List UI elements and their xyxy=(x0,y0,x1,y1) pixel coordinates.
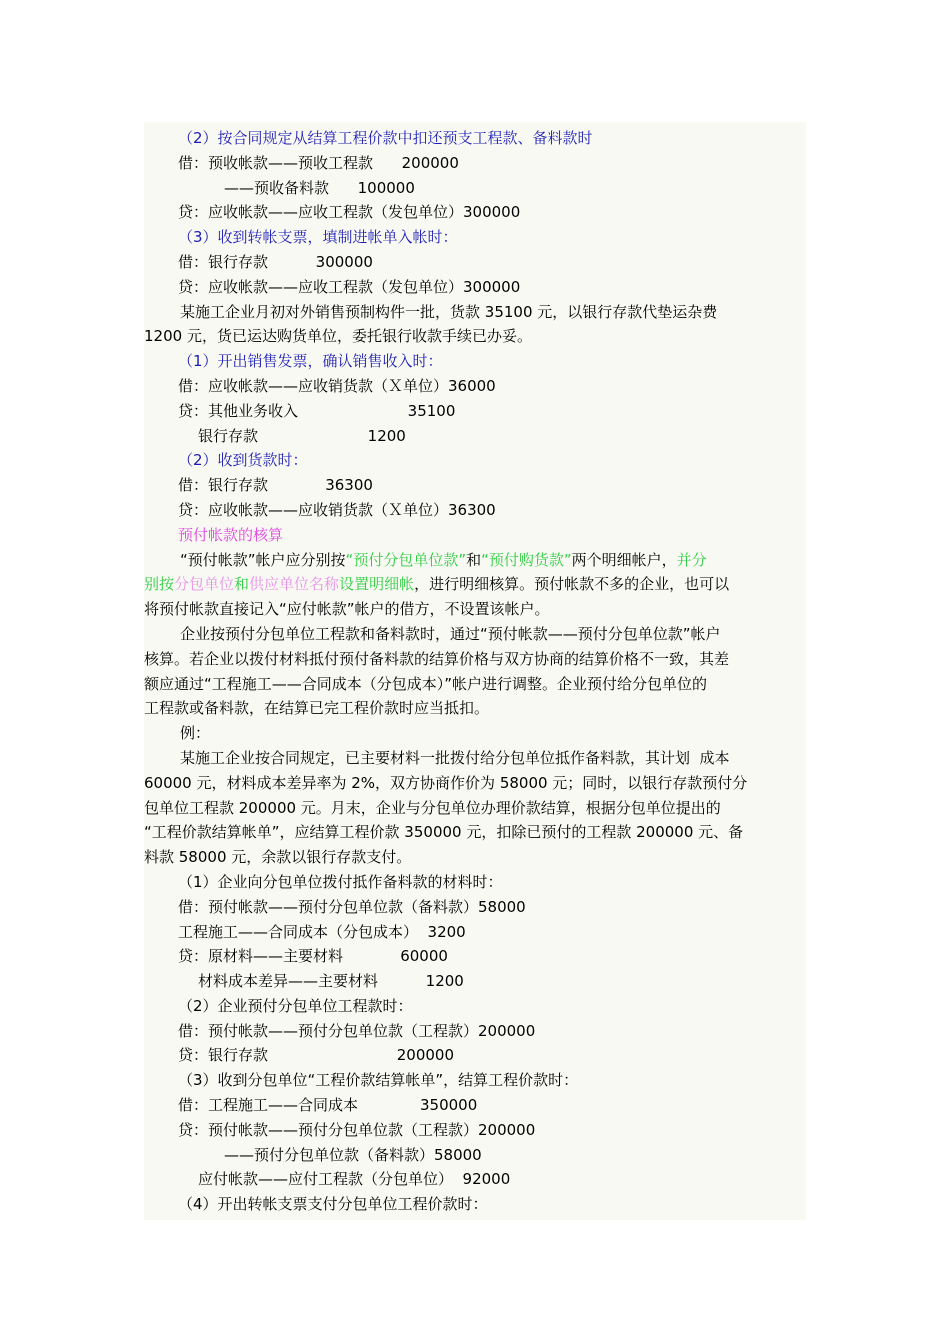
paragraph-line xyxy=(144,548,806,573)
step-heading: （2）按合同规定从结算工程价款中扣还预支工程款、备料款时 xyxy=(178,129,593,147)
paragraph-line: 某施工企业月初对外销售预制构件一批，货款 35100 元，以银行存款代垫运杂费 xyxy=(180,302,718,321)
journal-entry-line: 借：银行存款 36300 xyxy=(178,476,373,495)
journal-entry-line: 借：工程施工——合同成本 350000 xyxy=(178,1096,478,1115)
highlighted-term: 设置明细帐 xyxy=(339,575,415,594)
journal-entry-line: 贷：原材料——主要材料 60000 xyxy=(178,947,448,966)
paragraph-line: 企业按预付分包单位工程款和备料款时，通过“预付帐款——预付分包单位款”帐户 xyxy=(180,624,721,643)
highlighted-term: 别按 xyxy=(144,575,175,594)
journal-entry-line: 贷：银行存款 200000 xyxy=(178,1046,454,1065)
step-heading: （2）企业预付分包单位工程款时： xyxy=(178,996,413,1015)
highlighted-term: “预付分包单位款” xyxy=(345,550,467,569)
step-heading: （2）收到货款时： xyxy=(178,451,308,470)
journal-entry-line: 应付帐款——应付工程款（分包单位） 92000 xyxy=(198,1170,511,1189)
highlighted-term: 分包单位 xyxy=(174,575,235,594)
journal-entry-line: 材料成本差异——主要材料 1200 xyxy=(198,972,464,991)
journal-entry-line: 借：应收帐款——应收销货款（Ｘ单位）36000 xyxy=(178,376,496,395)
paragraph-line xyxy=(144,572,806,597)
text-run: 两个明细帐户， xyxy=(571,550,677,569)
paragraph-line: 1200 元，货已运达购货单位，委托银行收款手续已办妥。 xyxy=(144,327,532,346)
journal-entry-line: 贷：其他业务收入 35100 xyxy=(178,401,456,420)
highlighted-term: 并分 xyxy=(676,550,707,569)
journal-entry-line: 借：预付帐款——预付分包单位款（备料款）58000 xyxy=(178,897,526,916)
paragraph-line: 额应通过“工程施工——合同成本（分包成本）”帐户进行调整。企业预付给分包单位的 xyxy=(144,674,708,693)
highlighted-term: 和 xyxy=(234,575,250,594)
step-heading: （4）开出转帐支票支付分包单位工程价款时： xyxy=(178,1195,488,1214)
journal-entry-line: 借：预收帐款——预收工程款 200000 xyxy=(178,153,459,172)
step-heading: （3）收到分包单位“工程价款结算帐单”，结算工程价款时： xyxy=(178,1071,579,1090)
highlighted-term: “预付购货款” xyxy=(481,550,572,569)
text-run: 和 xyxy=(466,550,482,569)
paragraph-line: 包单位工程款 200000 元。月末，企业与分包单位办理价款结算，根据分包单位提出的 xyxy=(144,798,721,817)
text-run: ，进行明细核算。预付帐款不多的企业，也可以 xyxy=(414,575,730,594)
journal-entry-line: 贷：应收帐款——应收工程款（发包单位）300000 xyxy=(178,203,521,222)
journal-entry-line: ——预付分包单位款（备料款）58000 xyxy=(224,1145,482,1164)
journal-entry-line: 工程施工——合同成本（分包成本） 3200 xyxy=(178,922,466,941)
journal-entry-line: ——预收备料款 100000 xyxy=(224,178,415,197)
journal-entry-line: 贷：应收帐款——应收工程款（发包单位）300000 xyxy=(178,277,521,296)
journal-entry-line: 借：预付帐款——预付分包单位款（工程款）200000 xyxy=(178,1021,536,1040)
section-heading: 预付帐款的核算 xyxy=(178,525,284,544)
paragraph-line: 60000 元，材料成本差异率为 2%，双方协商作价为 58000 元；同时，以银行存款预付分 xyxy=(144,773,748,792)
example-label: 例： xyxy=(180,724,211,743)
text-run: “预付帐款”帐户应分别按 xyxy=(180,550,346,569)
step-heading: （1）企业向分包单位拨付抵作备料款的材料时： xyxy=(178,872,503,891)
highlighted-term: 供应单位名称 xyxy=(249,575,340,594)
paragraph-line: 核算。若企业以拨付材料抵付预付备料款的结算价格与双方协商的结算价格不一致，其差 xyxy=(144,649,730,668)
document-body xyxy=(144,126,806,1217)
journal-entry-line: 借：银行存款 300000 xyxy=(178,252,373,271)
journal-entry-line: 贷：应收帐款——应收销货款（Ｘ单位）36300 xyxy=(178,500,496,519)
paragraph-line: 将预付帐款直接记入“应付帐款”帐户的借方，不设置该帐户。 xyxy=(144,600,550,619)
journal-entry-line: 银行存款 1200 xyxy=(198,426,406,445)
step-heading: （1）开出销售发票，确认销售收入时： xyxy=(178,352,443,371)
paragraph-line: “工程价款结算帐单”，应结算工程价款 350000 元，扣除已预付的工程款 200000 元、备 xyxy=(144,823,744,842)
step-heading: （3）收到转帐支票，填制进帐单入帐时： xyxy=(178,228,458,247)
paragraph-line: 工程款或备料款，在结算已完工程价款时应当抵扣。 xyxy=(144,699,490,718)
paragraph-line: 料款 58000 元，余款以银行存款支付。 xyxy=(144,848,412,867)
journal-entry-line: 贷：预付帐款——预付分包单位款（工程款）200000 xyxy=(178,1120,536,1139)
paragraph-line: 某施工企业按合同规定，已主要材料一批拨付给分包单位抵作备料款，其计划 成本 xyxy=(180,748,730,767)
